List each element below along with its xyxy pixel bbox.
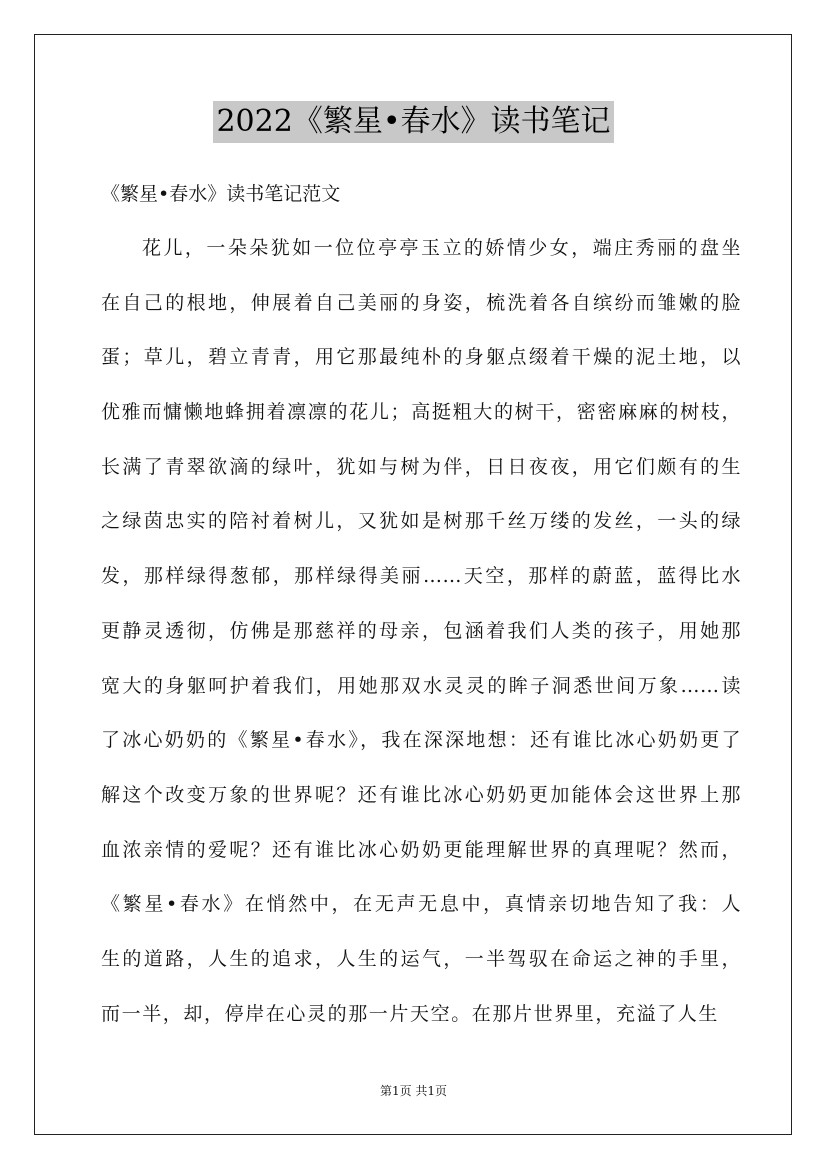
page-footer: 第1页 共1页: [379, 1084, 448, 1098]
document-title: 2022《繁星•春水》读书笔记: [213, 101, 613, 143]
paragraph-line: 了冰心奶奶的《繁星•春水》，我在深深地想：还有谁比冰心奶奶更了: [101, 729, 741, 752]
paragraph-line: 之绿茵忠实的陪衬着树儿，又犹如是树那千丝万缕的发丝，一头的绿: [101, 510, 741, 533]
paragraph-line: 解这个改变万象的世界呢？还有谁比冰心奶奶更加能体会这世界上那: [101, 783, 741, 806]
paragraph-line: 更静灵透彻，仿佛是那慈祥的母亲，包涵着我们人类的孩子，用她那: [101, 619, 741, 642]
paragraph-line: 长满了青翠欲滴的绿叶，犹如与树为伴，日日夜夜，用它们颇有的生: [101, 455, 741, 478]
paragraph-line: 生的道路，人生的追求，人生的运气，一半驾驭在命运之神的手里，: [101, 947, 741, 970]
paragraph-line: 宽大的身躯呵护着我们，用她那双水灵灵的眸子洞悉世间万象……读: [101, 674, 741, 697]
paragraph-line: 在自己的根地，伸展着自己美丽的身姿，梳洗着各自缤纷而雏嫩的脸: [101, 291, 741, 314]
paragraph-line: 血浓亲情的爱呢？还有谁比冰心奶奶更能理解世界的真理呢？然而，: [101, 838, 741, 861]
title-container: [0, 101, 827, 143]
paragraph-line: 优雅而慵懒地蜂拥着凛凛的花儿；高挺粗大的树干，密密麻麻的树枝，: [101, 401, 741, 424]
paragraph-line: 花儿，一朵朵犹如一位位亭亭玉立的娇情少女，端庄秀丽的盘坐: [142, 237, 741, 259]
paragraph-line: 《繁星•春水》在悄然中，在无声无息中，真情亲切地告知了我：人: [101, 893, 741, 916]
body-text: [101, 232, 741, 1052]
document-subtitle: 《繁星•春水》读书笔记范文: [101, 183, 341, 205]
paragraph-line: 而一半，却，停岸在心灵的那一片天空。在那片世界里，充溢了人生: [101, 1002, 720, 1025]
paragraph-line: 发，那样绿得葱郁，那样绿得美丽……天空，那样的蔚蓝，蓝得比水: [101, 565, 741, 588]
paragraph-line: 蛋；草儿，碧立青青，用它那最纯朴的身躯点缀着干燥的泥土地，以: [101, 346, 741, 369]
